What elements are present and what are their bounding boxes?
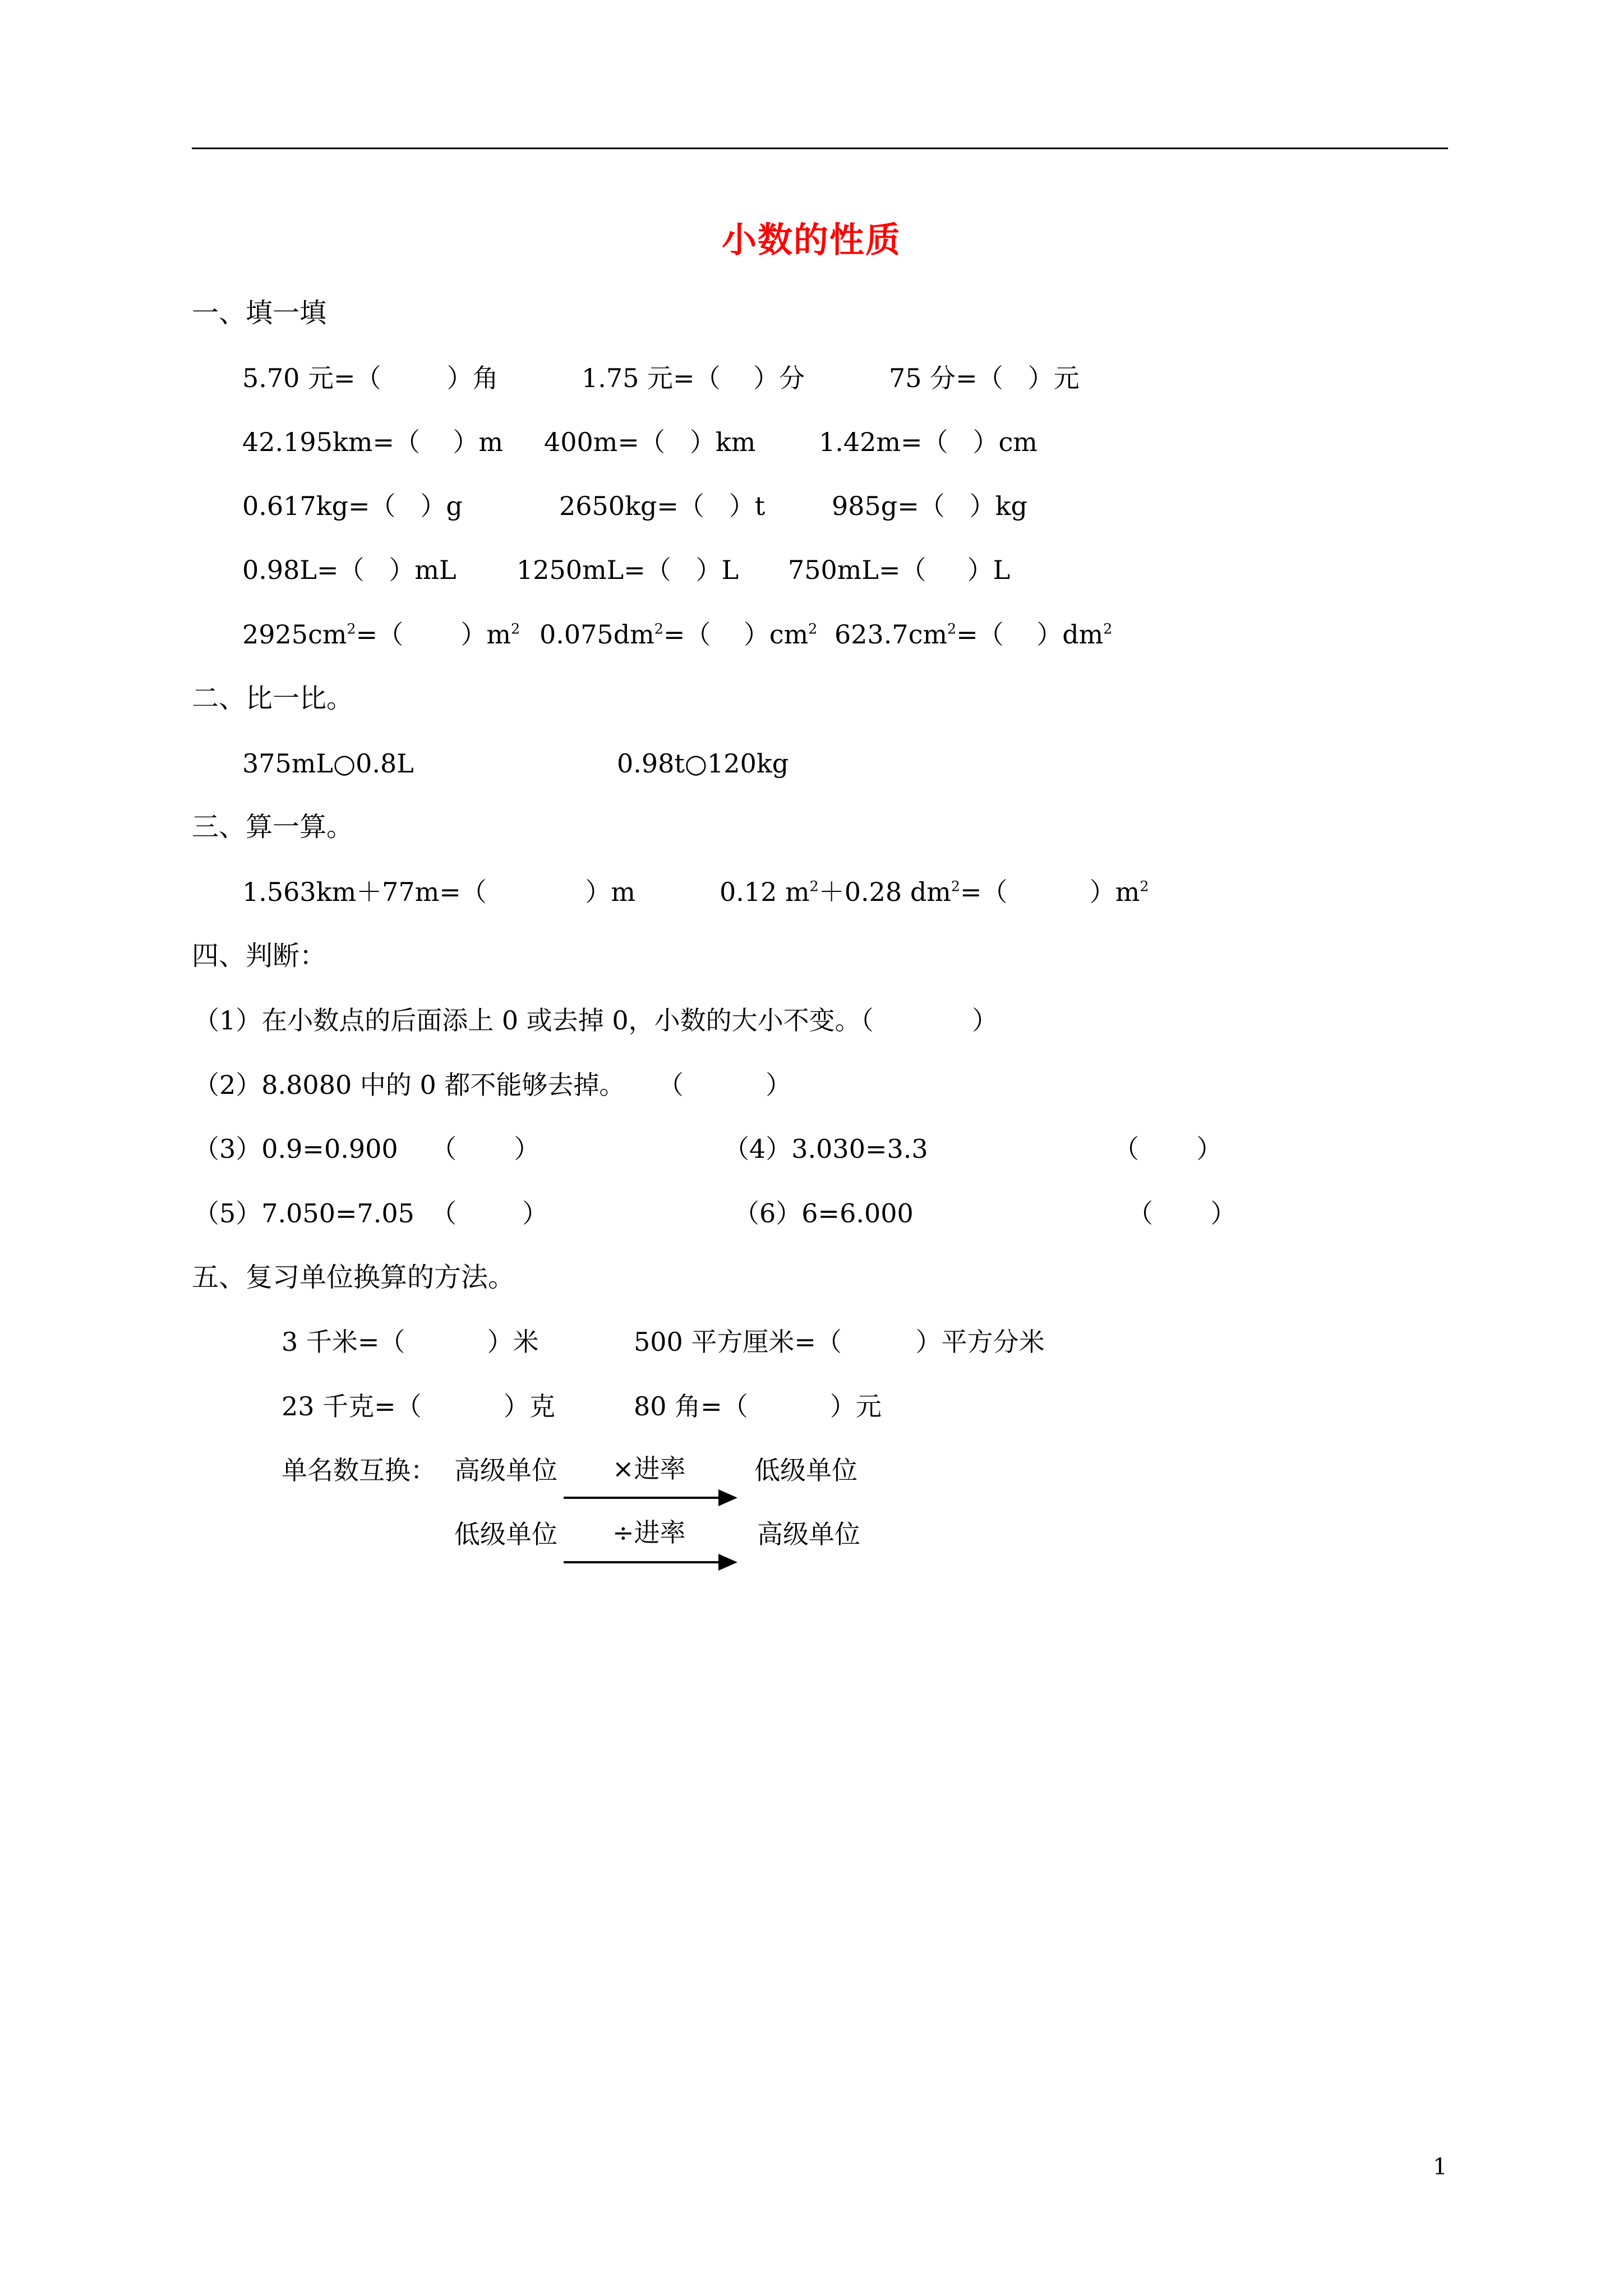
section-1-heading: 一、填一填 — [192, 297, 327, 329]
s4-question-3: （3）0.9=0.900 （ ） — [193, 1134, 540, 1164]
s4-question-6-blank: （ ） — [1127, 1198, 1237, 1228]
s5-row2-item2: 80 角=（ ）元 — [634, 1391, 882, 1421]
s1-row1-item3: 75 分=（ ）元 — [889, 363, 1080, 393]
s4-question-6: （6）6=6.000 — [734, 1198, 914, 1228]
s4-question-4-blank: （ ） — [1113, 1134, 1223, 1164]
s4-question-2: （2）8.8080 中的 0 都不能够去掉。 （ ） — [193, 1070, 792, 1100]
s5-conversion-label: 单名数互换： — [282, 1455, 436, 1485]
s5-low-unit-2: 低级单位 — [454, 1519, 557, 1549]
s3-calc-2: 0.12 $m^2+0.28$ $dm^2=$（ ）$m^2$ — [720, 877, 1149, 907]
page-title: 小数的性质 — [721, 219, 901, 260]
s4-question-4: （4）3.030=3.3 — [723, 1134, 928, 1164]
arrow-right-icon — [564, 1489, 737, 1506]
page-number: 1 — [1433, 2154, 1447, 2180]
header-rule — [192, 148, 1448, 149]
s5-row1-item2: 500 平方厘米=（ ）平方分米 — [634, 1327, 1045, 1357]
s1-row5-item1: $2925cm^2=$（ ）$m^2$ — [242, 619, 520, 650]
s2-compare-2: 0.98t○120kg — [617, 748, 789, 779]
s5-divide-rate: ÷进率 — [612, 1517, 686, 1548]
s5-low-unit-1: 低级单位 — [754, 1455, 857, 1485]
s1-row4-item3: 750mL=（ ）L — [788, 555, 1011, 585]
s1-row2-item2: 400m=（ ）km — [544, 427, 756, 457]
s1-row2-item1: 42.195km=（ ）m — [242, 427, 504, 457]
s1-row4-item2: 1250mL=（ ）L — [517, 555, 739, 585]
s5-row2-item1: 23 千克=（ ）克 — [282, 1391, 555, 1421]
s1-row1-item1: 5.70 元=（ ）角 — [242, 363, 499, 393]
s3-calc-1: 1.563km＋77m=（ ）m — [242, 877, 635, 907]
s5-row1-item1: 3 千米=（ ）米 — [282, 1327, 539, 1357]
section-5-heading: 五、复习单位换算的方法。 — [192, 1262, 515, 1293]
s2-compare-1: 375mL○0.8L — [242, 748, 414, 779]
s1-row3-item1: 0.617kg=（ ）g — [242, 491, 463, 521]
section-4-heading: 四、判断： — [192, 940, 327, 972]
arrow-right-icon — [564, 1554, 737, 1571]
s5-high-unit-1: 高级单位 — [454, 1455, 557, 1485]
s1-row5-item2: $0.075dm^2=$（ ）$cm^2$ — [540, 619, 818, 650]
s1-row4-item1: 0.98L=（ ）mL — [242, 555, 457, 585]
s1-row5-item3: $623.7cm^2=$（ ）$dm^2$ — [834, 619, 1113, 650]
section-3-heading: 三、算一算。 — [192, 811, 354, 843]
s1-row2-item3: 1.42m=（ ）cm — [819, 427, 1038, 457]
s1-row1-item2: 1.75 元=（ ）分 — [582, 363, 805, 393]
section-2-heading: 二、比一比。 — [192, 683, 354, 714]
s1-row3-item3: 985g=（ ）kg — [832, 491, 1027, 521]
s4-question-5: （5）7.050=7.05 （ ） — [193, 1198, 548, 1228]
s4-question-1: （1）在小数点的后面添上 0 或去掉 0，小数的大小不变。（ ） — [193, 1005, 998, 1036]
s5-multiply-rate: ×进率 — [612, 1453, 686, 1484]
s1-row3-item2: 2650kg=（ ）t — [559, 491, 766, 521]
s5-high-unit-2: 高级单位 — [757, 1519, 860, 1549]
